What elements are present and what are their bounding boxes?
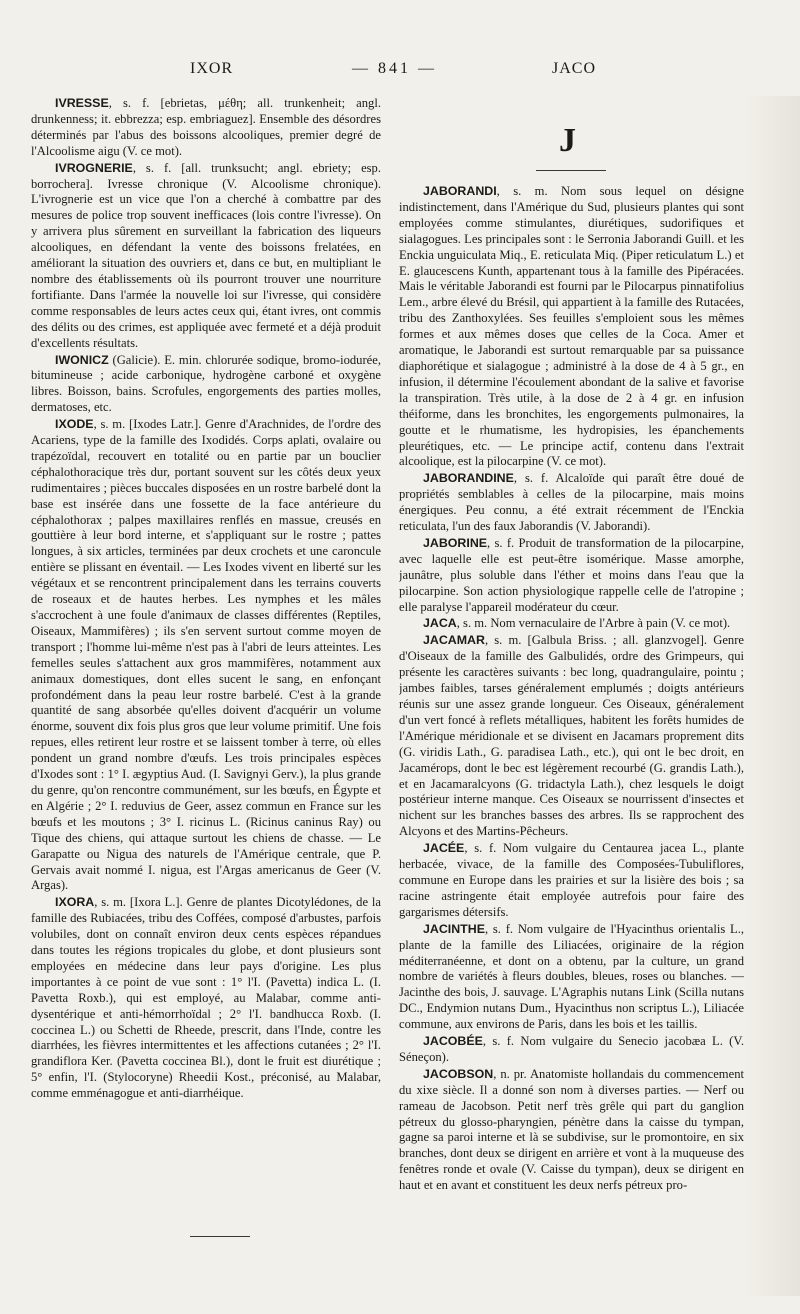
dictionary-entry	[31, 161, 381, 352]
dictionary-entry	[31, 353, 381, 417]
entry-headword: IVROGNERIE	[55, 160, 133, 175]
entry-headword: IXODE	[55, 417, 94, 432]
entry-headword: JACAMAR	[423, 633, 485, 648]
entry-text: , s. m. Nom vernaculaire de l'Arbre à pain (V. ce mot).	[456, 616, 731, 631]
entry-text: , s. f. [all. trunksucht; angl. ebriety; esp. borrochera]. Ivresse chronique (V. Alcoolisme chronique). L'ivrognerie est un vice que l'on a cherché à combattre par des mesures de police trop souvent inefficaces (lois contre l'ivresse). On y arrivera plus sûrement en surveillant la fabrication des liqueurs alcooliques, en défendant la vente des boissons frelatées, en améliorant la situation des ouvriers et, dans ce but, en multipliant le nombre des établissements où ils pourront trouver une nourriture fortifiante. Dans l'armée la nouvelle loi sur l'ivresse, qui considère comme responsables de leurs actes ceux qui, étant ivres, ont commis des délits ou des crimes, est appliquée avec fermeté et a déjà produit d'excellents résultats.	[31, 160, 381, 350]
dictionary-entry	[399, 616, 744, 632]
dictionary-entry	[399, 1067, 744, 1194]
section-divider	[536, 170, 606, 171]
entry-text: , s. f. Nom vulgaire de l'Hyacinthus orientalis L., plante de la famille des Liliacées, originaire de la région méditerranéenne, et dont on a obtenu, par la culture, un grand nombre de variétés à fleurs doubles, bleues, roses ou blanches. — Jacinthe des bois, J. sauvage. L'Agraphis nutans Link (Scilla nutans DC., Endymion nutans Dum., Hyacinthus non scriptus L.), Liliacée commune, aux environs de Paris, dans les bois et les taillis.	[399, 921, 744, 1032]
entry-headword: JABORANDINE	[423, 471, 514, 486]
dictionary-entry	[399, 841, 744, 921]
entry-headword: JACINTHE	[423, 921, 485, 936]
page-edge-shadow	[745, 96, 800, 1296]
dictionary-entry	[399, 536, 744, 616]
right-column	[399, 184, 744, 1264]
left-column	[31, 96, 381, 1226]
dictionary-entry	[31, 417, 381, 894]
dictionary-entry	[399, 471, 744, 535]
running-head-right: JACO	[552, 60, 597, 77]
entry-text: , s. m. [Ixora L.]. Genre de plantes Dicotylédones, de la famille des Rubiacées, tribu des Coffées, composé d'arbustes, parfois volubiles, dont on connaît environ deux cents espèces répandues dans toutes les régions tropicales du globe, et dont plusieurs sont employées en médecine dans leur pays d'origine. Les plus importantes à ce point de vue sont : 1° l'I. (Pavetta) indica L. (I. Pavetta Roxb.), qui est employé, au Malabar, comme anti-dysentérique et anti-hémorrhoïdal ; 2° l'I. bandhucca Roxb. (I. coccinea L.) ou Schetti de Rheede, prescrit, dans l'Inde, contre les diarrhées, les fièvres intermittentes et les affections cutanées ; 2° l'I. grandiflora Ker. (Pavetta coccinea Bl.), dont le fruit est diurétique ; 5° enfin, l'I. (Stylocoryne) Rheedii Kost., préconisé, au Malabar, comme emménagogue et anti-diarrhéique.	[31, 895, 381, 1101]
entry-headword: JACOBÉE	[423, 1034, 483, 1049]
entry-text: , s. f. Nom vulgaire du Senecio jacobæa L. (V. Séneçon).	[399, 1034, 744, 1064]
section-letter: J	[559, 122, 576, 159]
entry-headword: JABORANDI	[423, 184, 497, 198]
entry-headword: JABORINE	[423, 535, 488, 550]
entry-text: , s. m. [Ixodes Latr.]. Genre d'Arachnides, de l'ordre des Acariens, type de la famille des Ixodidés. Corps aplati, ovalaire ou trapézoïdal, recouvert en totalité ou en partie par un bouclier céphalothoracique très dur, portant souvent sur les côtés deux yeux rudimentaires ; pièces buccales disposées en un rostre barbelé dont la base est insérée dans une fossette de la face antérieure du céphalothorax ; palpes maxillaires renflés en massue, creusés en gouttière à leur bord interne, et s'appliquant sur le rostre ; pattes longues, à six articles, terminées par deux crochets et une caroncule entière se plissant en éventail. — Les Ixodes vivent en liberté sur les végétaux et se rencontrent principalement dans les terrains couverts de roseaux et de hautes herbes. Les nymphes et les mâles s'accrochent à une foule d'animaux de classes différentes (Reptiles, Oiseaux, Mammifères) ; ils s'en servent surtout comme moyen de transport ; l'homme lui-même n'est pas à l'abri de leurs atteintes. Les femelles seules s'attachent aux gros mammifères, notamment aux animaux domestiques, dont elles sucent le sang, en enfonçant profondément dans la peau leur rostre barbelé. C'est à la grande quantité de sang absorbée qu'elles doivent d'acquérir un volume énorme, souvent dix fois plus gros que leur volume primitif. Une fois repues, elles retirent leur rostre et se laissent tomber à terre, où elles pondent un grand nombre d'œufs. Les trois principales espèces d'Ixodes sont : 1° I. ægyptius Aud. (I. Savignyi Gerv.), la plus grande du genre, qu'on rencontre communément, sur les bœufs, en Égypte et en Algérie ; 2° I. reduvius de Geer, assez commun en France sur les bœufs et les moutons ; 3° I. ricinus L. (Ricinus caninus Ray) ou Tique des chiens, qui attaque surtout les chiens de chasse. — Le Garapatte ou Nigua des naturels de l'Amérique centrale, que P. Gervais avait nommé I. nigua, est l'Argas americanus de Geer (V. Argas).	[31, 417, 381, 893]
entry-text: , s. f. Alcaloïde qui paraît être doué de propriétés semblables à celles de la pilocarpine, mais moins énergiques. Peu connu, a été extrait récemment de l'Enckia reticulata, l'un des faux Jaborandis (V. Jaborandi).	[399, 471, 744, 534]
entry-headword: IWONICZ	[55, 352, 109, 367]
dictionary-entry	[399, 1034, 744, 1066]
dictionary-entry	[399, 922, 744, 1033]
dictionary-entry	[31, 895, 381, 1102]
entry-text: , s. f. [ebrietas, μέθη; all. trunkenheit; angl. drunkenness; it. ebbrezza; esp. embriaguez]. Ensemble des désordres déterminés par l'abus des boissons alcooliques, premier degré de l'Alcoolisme aigu (V. ce mot).	[31, 96, 381, 158]
entry-headword: JACÉE	[423, 841, 465, 856]
column-end-rule	[190, 1236, 250, 1237]
running-head-left: IXOR	[190, 60, 234, 77]
entry-text: , s. f. Nom vulgaire du Centaurea jacea L., plante herbacée, vivace, de la famille des Composées-Tubuliflores, commune en Europe dans les prairies et sur la lisière des bois ; sa racine astringente était employée autrefois pour faire des gargarismes détersifs.	[399, 841, 744, 919]
entry-text: , s. f. Produit de transformation de la pilocarpine, avec laquelle elle est peut-être isomérique. Masse amorphe, jaunâtre, plus soluble dans l'éther et moins dans l'eau que la pilocarpine. Son action physiologique rappelle celle de l'atropine ; elle paralyse l'appareil modérateur du cœur.	[399, 535, 744, 614]
page-number: — 841 —	[352, 60, 437, 77]
entry-text: , s. m. [Galbula Briss. ; all. glanzvogel]. Genre d'Oiseaux de la famille des Galbulidés, ordre des Grimpeurs, qui présente les caractères suivants : bec long, quadrangulaire, pointu ; jambes faibles, tarses généralement emplumés ; doigts antérieurs réunis sur une assez grande longueur. Ces Oiseaux, généralement d'un vert foncé à reflets métalliques, habitent les forêts humides de l'Amérique méridionale et se divisent en Jacamars proprement dits (G. viridis Lath., G. paradisea Lath., etc.), qui ont le bec droit, en Jacamérops, dont le bec est légèrement recourbé (G. grandis Lath.), et en Jacamaralcyons (G. tridactyla Lath.), chez lesquels le doigt postérieur interne manque. Ces Oiseaux se nourrissent d'insectes et nichent sur les branches basses des arbres. Ils se rapprochent des Alcyons et des Martins-Pêcheurs.	[399, 633, 744, 839]
entry-headword: JACOBSON	[423, 1066, 494, 1081]
entry-headword: IVRESSE	[55, 96, 109, 110]
entry-text: , n. pr. Anatomiste hollandais du commencement du xixe siècle. Il a donné son nom à diverses parties. — Nerf ou rameau de Jacobson. Petit nerf très grêle qui part du ganglion pétreux du glosso-pharyngien, pénètre dans la caisse du tympan, gagne sa paroi interne et là se subdivise, sur le promontoire, en six branches, dont deux se dirigent en arrière et vont à la muqueuse des fenêtres ronde et ovale (V. Caisse du tympan), deux se dirigent en haut et en avant et constituent les deux nerfs pétreux pro-	[399, 1066, 744, 1193]
dictionary-entry	[399, 633, 744, 840]
entry-text: , s. m. Nom sous lequel on désigne indistinctement, dans l'Amérique du Sud, plusieurs plantes qui sont employées comme stimulantes, diurétiques, sudorifiques et sialagogues. Les principales sont : le Serronia Jaborandi Guill. et les Enckia unguiculata Miq., E. reticulata Miq. (Piper reticulatum L.) et E. glaucescens Kunth, appartenant tous à la famille des Pipéracées. Mais le véritable Jaborandi est fourni par le Pilocarpus pinnatifolius Lem., arbre élevé du Brésil, qui appartient à la famille des Rutacées, tribu des Zanthoxylées. Ses feuilles s'emploient sous les mêmes formes et aux mêmes doses que celles de la Coca. Amer et aromatique, le Jaborandi est surtout remarquable par sa puissance diaphorétique et sialagogue ; administré à la dose de 4 à 5 gr., en infusion, il détermine l'écoulement abondant de la salive et favorise la transpiration. Très utile, à la dose de 2 à 4 gr. en infusion théiforme, dans les bronchites, les engorgements pulmonaires, la goutte et le rhumatisme, les hydropisies, les épanchements pleurétiques, etc. — Le principe actif, contenu dans l'extrait alcoolique, est la pilocarpine (V. ce mot).	[399, 184, 744, 469]
entry-headword: JACA	[423, 616, 457, 631]
entry-headword: IXORA	[55, 895, 95, 910]
dictionary-entry	[399, 184, 744, 470]
dictionary-entry	[31, 96, 381, 160]
entry-text: (Galicie). E. min. chlorurée sodique, bromo-iodurée, bitumineuse ; acide carbonique, hydrogène carboné et oxygène libres. Boisson, bains. Scrofules, engorgements des parties molles, dermatoses, etc.	[31, 352, 381, 415]
running-head	[0, 60, 800, 90]
